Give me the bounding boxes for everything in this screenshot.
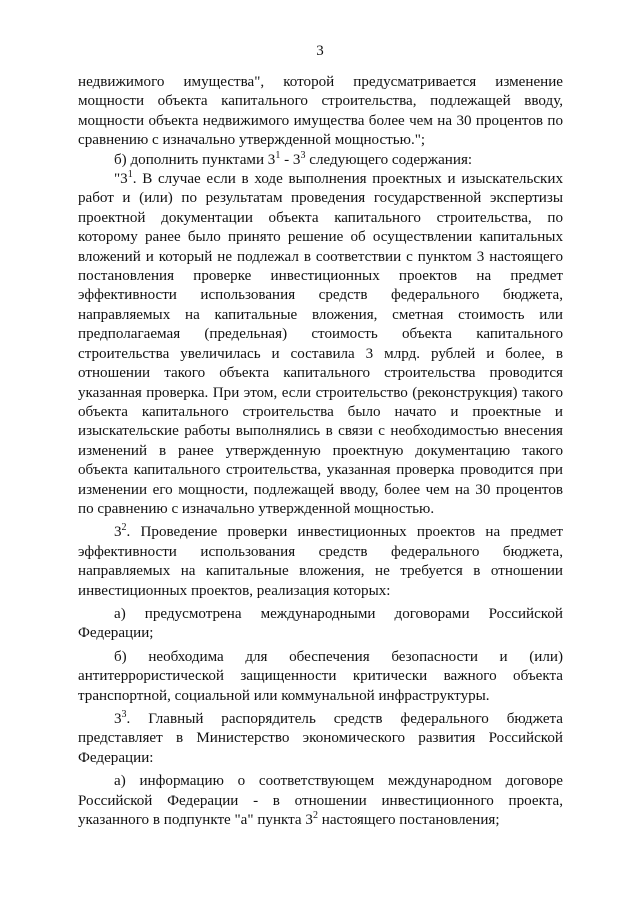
superscript: 1 <box>275 149 281 161</box>
text-run: а) предусмотрена международными договорами Российской Федерации; <box>78 605 563 642</box>
text-run: . Проведение проверки инвестиционных проектов на предмет эффективности использования средств федерального бюджета, направляемых на капитальные вложения, не требуется в отношении инвестиционных проектов, реализация которых: <box>78 524 563 599</box>
paragraph <box>78 605 563 644</box>
text-run: 3 <box>114 711 122 727</box>
superscript: 2 <box>312 810 318 822</box>
superscript: 1 <box>127 169 133 181</box>
text-run: настоящего постановления; <box>317 812 500 829</box>
superscript: 3 <box>121 709 127 720</box>
document-body <box>78 73 563 830</box>
paragraph <box>78 73 563 151</box>
paragraph <box>78 648 563 706</box>
text-run: следующего содержания: <box>305 151 473 168</box>
paragraph <box>78 772 563 830</box>
superscript: 3 <box>300 149 306 161</box>
text-run: . Главный распорядитель средств федерального бюджета представляет в Министерство экономического развития Российской Федерации: <box>78 711 563 766</box>
paragraph <box>78 523 563 601</box>
text-run: б) дополнить пунктами 3 <box>114 151 276 168</box>
page-number: 3 <box>316 43 324 59</box>
text-run: 3 <box>114 524 122 541</box>
text-run: недвижимого имущества", которой предусматривается изменение мощности объекта капитального строительства, подлежащей вводу, мощности объекта недвижимого имущества более чем на 30 процентов по сравнению с изначально утвержденной мощностью."; <box>78 74 563 149</box>
text-run: а) информацию о соответствующем международном договоре Российской Федерации - в отношении инвестиционного проекта, указанного в подпункте "а" пункта 3 <box>78 773 563 829</box>
paragraph <box>78 151 563 170</box>
superscript: 2 <box>121 522 127 534</box>
paragraph <box>78 710 563 768</box>
text-run: . В случае если в ходе выполнения проектных и изыскательских работ и (или) по результатам проведения государственной экспертизы проектной документации объекта капитального строительства, по которому ранее было принято решение об осуществлении капитальных вложений и который не подлежал в соответствии с пунктом 3 настоящего постановления проверке инвестиционных проектов на предмет эффективности использования средств федерального бюджета, направляемых на капитальные вложения, сметная стоимость или предполагаемая (предельная) стоимость объекта капитального строительства увеличилась и составила 3 млрд. рублей и более, в отношении такого объекта капитального строительства проводится указанная проверка. При этом, если строительство (реконструкция) такого объекта капитального строительства было начато и проектные и изыскательские работы выполнялись в связи с необходимостью внесения изменений в ранее утвержденную проектную документацию такого объекта капитального строительства, указанная проверка проводится при изменении его мощности, подлежащей вводу, более чем на 30 процентов по сравнению с изначально утвержденной мощностью. <box>78 171 563 517</box>
text-run: "3 <box>114 171 128 188</box>
text-run: - 3 <box>280 151 301 168</box>
paragraph <box>78 170 563 519</box>
text-run: б) необходима для обеспечения безопасности и (или) антитеррористической защищенности критически важного объекта транспортной, социальной или коммунальной инфраструктуры. <box>78 648 563 704</box>
